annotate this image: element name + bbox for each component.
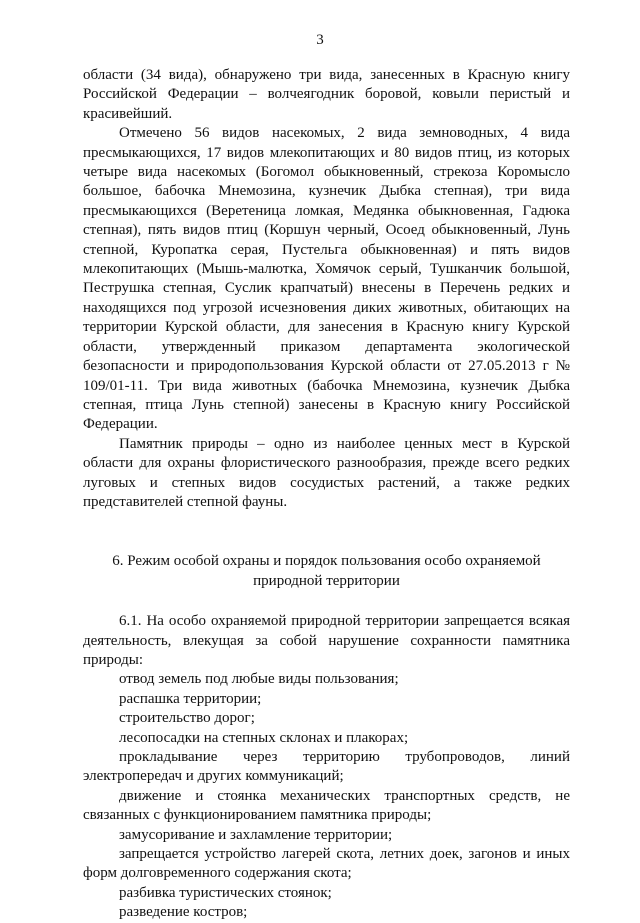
prohibition-item: строительство дорог; <box>119 710 255 727</box>
document-body <box>83 66 570 923</box>
paragraph-animal-species: Отмечено 56 видов насекомых, 2 вида земноводных, 4 вида пресмыкающихся, 17 видов млекопитающих и 80 видов птиц, из которых четыре вида насекомых (Богомол обыкновенный, стрекоза Коромысло большое, бабочка Мнемозина, кузнечик Дыбка степная), три вида пресмыкающихся (Веретеница ломкая, Медянка обыкновенная, Гадюка степная), пять видов птиц (Коршун черный, Осоед обыкновенный, Лунь степной, Куропатка серая, Пустельга обыкновенная) и пять видов млекопитающих (Мышь-малютка, Хомячок серый, Тушканчик большой, Пеструшка степная, Суслик крапчатый) внесены в Перечень редких и находящихся под угрозой исчезновения диких животных, обитающих на территории Курской области, для занесения в Красную книгу Курской области, утвержденный приказом департамента экологической безопасности и природопользования Курской области от 27.05.2013 г № 109/01-11. Три вида животных (бабочка Мнемозина, кузнечик Дыбка степная, птица Лунь степной) занесены в Красную книгу Российской Федерации. <box>83 125 570 433</box>
clause-6-1-intro: 6.1. На особо охраняемой природной территории запрещается всякая деятельность, влекущая за собой нарушение сохранности памятника природы: <box>83 613 570 668</box>
prohibition-item: распашка территории; <box>119 690 262 707</box>
section-heading: 6. Режим особой охраны и порядок пользования особо охраняемой природной территории <box>112 553 541 589</box>
prohibition-item: отвод земель под любые виды пользования; <box>119 671 399 688</box>
prohibition-item: замусоривание и захламление территории; <box>119 826 393 843</box>
paragraph-red-book-plants: области (34 вида), обнаружено три вида, занесенных в Красную книгу Российской Федерации – волчеягодник боровой, ковыли перистый и красивейший. <box>83 67 570 122</box>
prohibition-item: лесопосадки на степных склонах и плакорах; <box>119 729 409 746</box>
prohibition-item: запрещается устройство лагерей скота, летних доек, загонов и иных форм долговременного содержания скота; <box>83 846 570 882</box>
prohibition-item: разведение костров; <box>119 904 248 921</box>
prohibition-item: разбивка туристических стоянок; <box>119 884 332 901</box>
prohibition-item: прокладывание через территорию трубопроводов, линий электропередач и других коммуникаций; <box>83 749 570 785</box>
paragraph-monument-value: Памятник природы – одно из наиболее ценных мест в Курской области для охраны флористического разнообразия, прежде всего редких луговых и степных видов сосудистых растений, а также редких представителей степной фауны. <box>83 435 570 510</box>
prohibition-item: движение и стоянка механических транспортных средств, не связанных с функционированием памятника природы; <box>83 787 570 824</box>
page-number: 3 <box>316 32 324 48</box>
